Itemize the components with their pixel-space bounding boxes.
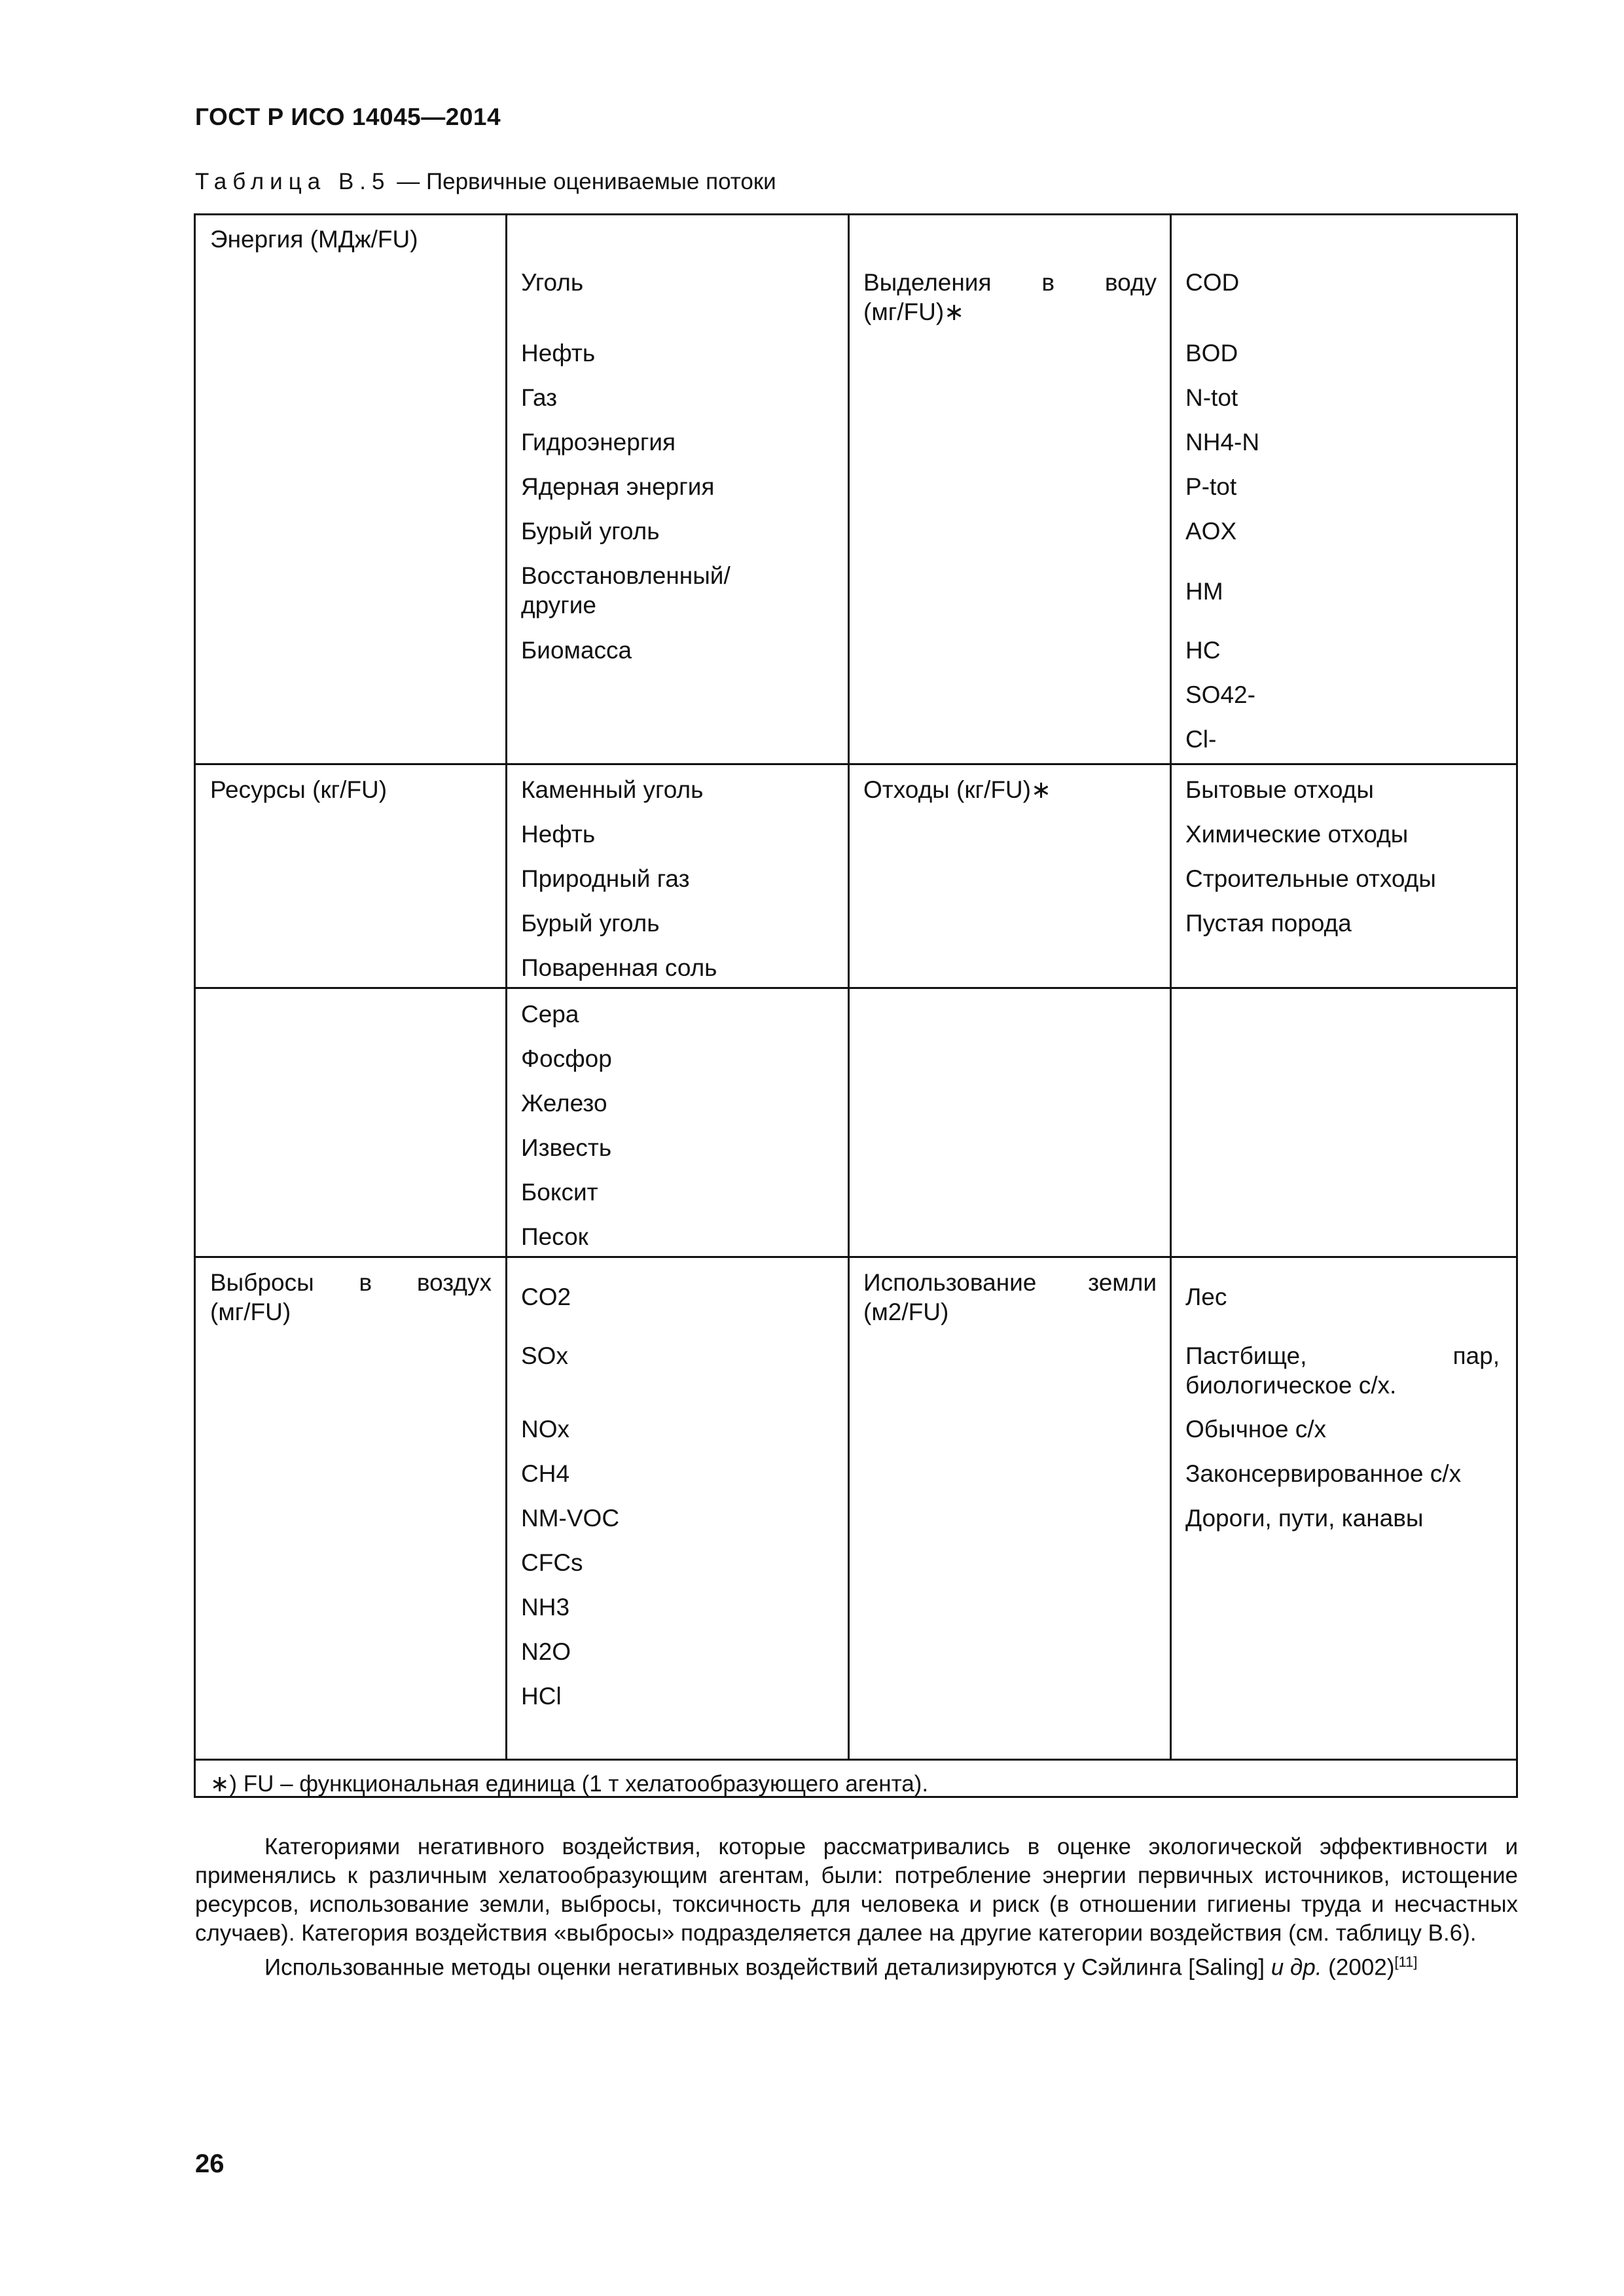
- energy-item: Нефть: [521, 340, 596, 367]
- row-divider-footnote: [196, 1759, 1516, 1761]
- energy-item: Уголь: [521, 269, 584, 296]
- caption-dash: —: [397, 169, 420, 194]
- energy-category: Энергия (МДж/FU): [210, 226, 418, 253]
- air-item: CFCs: [521, 1549, 583, 1576]
- water-item: P-tot: [1185, 473, 1237, 500]
- land-category: Использование земли (м2/FU): [863, 1269, 1157, 1325]
- table-caption: [195, 169, 776, 195]
- resources-item: Бурый уголь: [521, 910, 660, 937]
- air-item: CO2: [521, 1283, 571, 1310]
- waste-item: Строительные отходы: [1185, 865, 1436, 892]
- land-item: Дороги, пути, канавы: [1185, 1505, 1424, 1532]
- air-item: NOx: [521, 1416, 569, 1443]
- resources-item: Боксит: [521, 1179, 598, 1206]
- resources-item: Известь: [521, 1134, 612, 1161]
- air-item: CH4: [521, 1460, 570, 1487]
- table-title: Первичные оцениваемые потоки: [425, 169, 776, 194]
- table-footnote: ∗) FU – функциональная единица (1 т хелатообразующего агента).: [210, 1771, 929, 1797]
- waste-item: Пустая порода: [1185, 910, 1352, 937]
- table-label: Таблица В.5: [195, 169, 391, 194]
- water-item: Cl-: [1185, 726, 1217, 753]
- energy-item: Газ: [521, 384, 558, 411]
- water-item: HC: [1185, 637, 1221, 664]
- resources-item: Поваренная соль: [521, 954, 717, 981]
- resources-item: Песок: [521, 1223, 588, 1250]
- paragraph-1: Категориями негативного воздействия, которые рассматривались в оценке экологической эффективности и применялись к различным хелатообразующим агентам, были: потребление энергии первичных источников, истощение ресурсов, использование земли, выбросы, токсичность для человека и риск (в отношении гигиены труда и несчастных случаев). Категория воздействия «выбросы» подразделяется далее на другие категории воздействия (см. таблицу В.6).: [195, 1834, 1518, 1946]
- resources-item: Природный газ: [521, 865, 690, 892]
- resources-category: Ресурсы (кг/FU): [210, 776, 388, 803]
- land-item: Лес: [1185, 1283, 1227, 1310]
- reference-number: [11]: [1394, 1954, 1418, 1970]
- air-item: N2O: [521, 1638, 571, 1665]
- resources-item: Фосфор: [521, 1045, 612, 1072]
- energy-item: Гидроэнергия: [521, 429, 676, 456]
- water-item: COD: [1185, 269, 1240, 296]
- energy-item: Ядерная энергия: [521, 473, 715, 500]
- water-item: N-tot: [1185, 384, 1238, 411]
- air-item: HCl: [521, 1683, 562, 1710]
- air-item: NH3: [521, 1594, 570, 1621]
- paragraph-2: [195, 1948, 1518, 1982]
- energy-item: Восстановленный/ другие: [521, 562, 731, 619]
- energy-item: Бурый уголь: [521, 518, 660, 545]
- row-divider-1: [196, 763, 1516, 765]
- waste-item: Химические отходы: [1185, 821, 1409, 848]
- land-item: Законсервированное с/х: [1185, 1460, 1462, 1487]
- row-divider-3: [196, 1256, 1516, 1258]
- water-item: NH4-N: [1185, 429, 1260, 456]
- water-item: AOX: [1185, 518, 1237, 545]
- air-item: NM-VOC: [521, 1505, 620, 1532]
- resources-item: Сера: [521, 1001, 579, 1028]
- standard-header: ГОСТ Р ИСО 14045—2014: [195, 103, 501, 130]
- water-item: SO42-: [1185, 681, 1255, 708]
- row-divider-2: [196, 987, 1516, 989]
- resources-item: Железо: [521, 1090, 607, 1117]
- water-item: BOD: [1185, 340, 1238, 367]
- resources-item: Нефть: [521, 821, 596, 848]
- et-al: и др.: [1271, 1954, 1322, 1981]
- air-item: SOx: [521, 1342, 568, 1369]
- primary-flows-table: [194, 213, 1518, 1798]
- waste-category: Отходы (кг/FU)∗: [863, 776, 1051, 803]
- land-item: Обычное с/х: [1185, 1416, 1326, 1443]
- resources-item: Каменный уголь: [521, 776, 704, 803]
- citation-year: (2002): [1328, 1954, 1395, 1981]
- energy-item: Биомасса: [521, 637, 632, 664]
- air-category: Выбросы в воздух (мг/FU): [210, 1269, 492, 1325]
- water-category: Выделения в воду (мг/FU)∗: [863, 269, 1157, 325]
- page-number: 26: [195, 2149, 225, 2178]
- paragraph-2-text: Использованные методы оценки негативных воздействий детализируются у Сэйлинга [Saling]: [264, 1954, 1265, 1981]
- water-item: HM: [1185, 578, 1223, 605]
- body-text: [195, 1833, 1518, 1982]
- land-item: Пастбище, пар, биологическое с/х.: [1185, 1342, 1500, 1399]
- waste-item: Бытовые отходы: [1185, 776, 1374, 803]
